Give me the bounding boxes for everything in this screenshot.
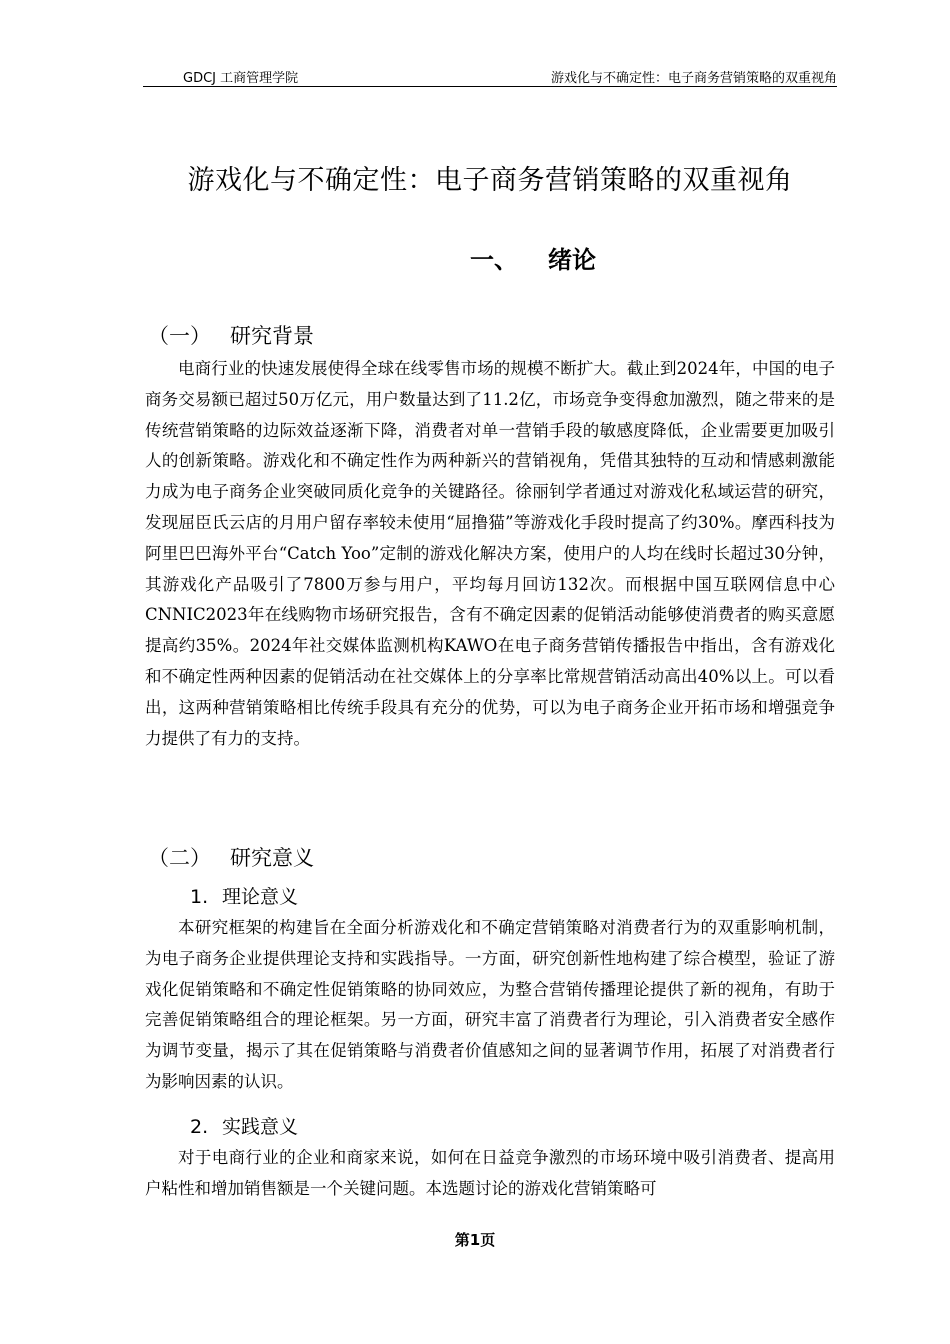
paragraph-background: 电商行业的快速发展使得全球在线零售市场的规模不断扩大。截止到2024年，中国的电子商务交易额已超过50万亿元，用户数量达到了11.2亿，市场竞争变得愈加激烈，随之带来的是传统营销策略的边际效益逐渐下降，消费者对单一营销手段的敏感度降低，企业需要更加吸引人的创新策略。游戏化和不确定性作为两种新兴的营销视角，凭借其独特的互动和情感刺激能力成为电子商务企业突破同质化竞争的关键路径。徐丽钊学者通过对游戏化私域运营的研究，发现屈臣氏云店的月用户留存率较未使用“屈撸猫”等游戏化手段时提高了约30%。摩西科技为阿里巴巴海外平台“Catch Yoo”定制的游戏化解决方案，使用户的人均在线时长超过30分钟，其游戏化产品吸引了7800万参与用户，平均每月回访132次。而根据中国互联网信息中心CNNIC2023年在线购物市场研究报告，含有不确定因素的促销活动能够使消费者的购买意愿提高约35%。2024年社交媒体监测机构KAWO在电子商务营销传播报告中指出，含有游戏化和不确定性两种因素的促销活动在社交媒体上的分享率比常规营销活动高出40%以上。可以看出，这两种营销策略相比传统手段具有充分的优势，可以为电子商务企业开拓市场和增强竞争力提供了有力的支持。 [145,359,835,748]
subsection-title: 实践意义 [222,1116,299,1138]
subsection-number: 2. [190,1116,209,1138]
subsection-heading-theory [190,882,298,909]
section-heading-significance [148,842,314,872]
page-header [143,60,837,87]
section-number: （一） [148,324,211,348]
section-number: （二） [148,846,211,870]
document-title: 游戏化与不确定性：电子商务营销策略的双重视角 [187,165,793,196]
subsection-number: 1. [190,886,209,908]
paragraph-theory: 本研究框架的构建旨在全面分析游戏化和不确定营销策略对消费者行为的双重影响机制，为电子商务企业提供理论支持和实践指导。一方面，研究创新性地构建了综合模型，验证了游戏化促销策略和不确定性促销策略的协同效应，为整合营销传播理论提供了新的视角，有助于完善促销策略组合的理论框架。另一方面，研究丰富了消费者行为理论，引入消费者安全感作为调节变量，揭示了其在促销策略与消费者价值感知之间的显著调节作用，拓展了对消费者行为影响因素的认识。 [145,918,835,1091]
paragraph-practice: 对于电商行业的企业和商家来说，如何在日益竞争激烈的市场环境中吸引消费者、提高用户粘性和增加销售额是一个关键问题。本选题讨论的游戏化营销策略可 [145,1148,835,1198]
section-title: 研究意义 [230,846,314,870]
section-title: 研究背景 [230,324,314,348]
header-running-title: 游戏化与不确定性：电子商务营销策略的双重视角 [550,71,837,86]
page-number: 第1页 [454,1231,496,1249]
section-heading-background [148,320,314,350]
chapter-title: 绪论 [548,246,596,274]
subsection-title: 理论意义 [222,886,299,908]
header-institution: GDCJ 工商管理学院 [183,71,299,86]
chapter-heading [470,240,596,275]
chapter-number: 一、 [470,246,518,274]
subsection-heading-practice [190,1112,298,1139]
